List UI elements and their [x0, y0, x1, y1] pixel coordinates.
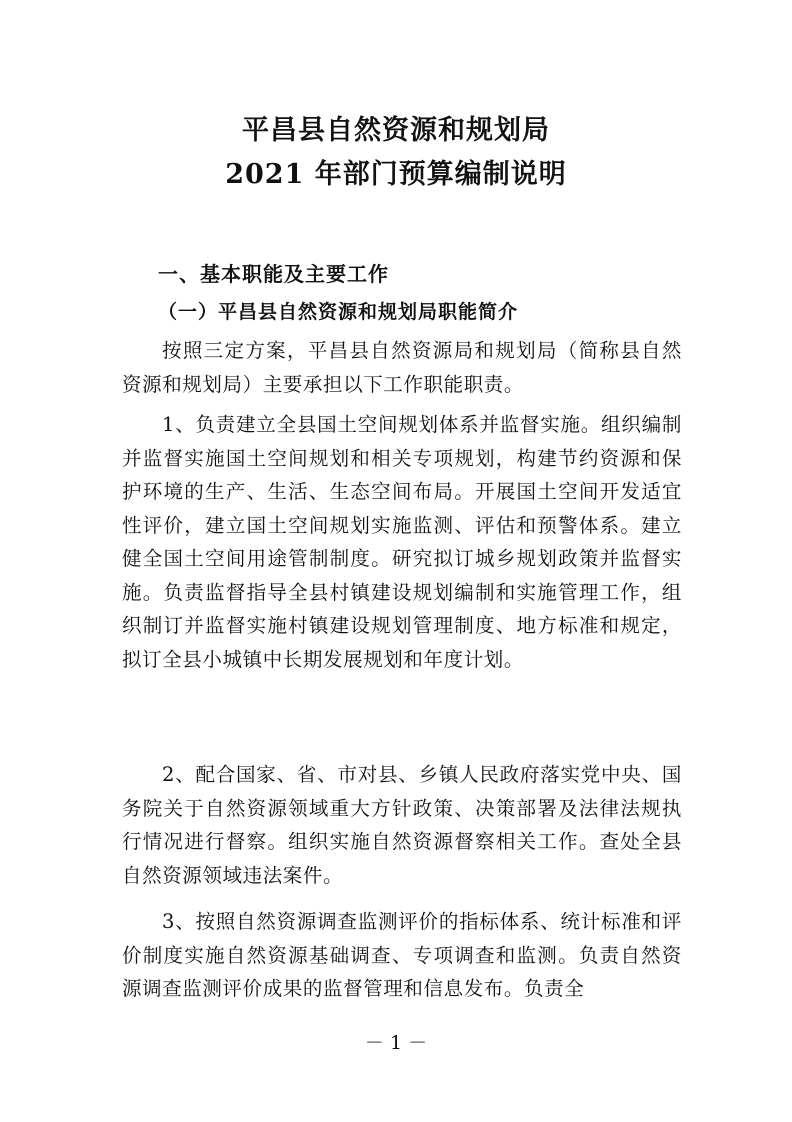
duty-item-2: 2、配合国家、省、市对县、乡镇人民政府落实党中央、国务院关于自然资源领域重大方针政策、决策部署及法律法规执行情况进行督察。组织实施自然资源督察相关工作。查处全县自然资源领域违法案件。 [122, 763, 682, 887]
page-number: － 1 － [364, 1032, 428, 1054]
document-title-line1: 平昌县自然资源和规划局 [242, 115, 550, 146]
subsection-heading: （一）平昌县自然资源和规划局职能简介 [158, 301, 519, 323]
section-heading: 一、基本职能及主要工作 [158, 262, 389, 286]
duty-item-1: 1、负责建立全县国土空间规划体系并监督实施。组织编制并监督实施国土空间规划和相关专项规划，构建节约资源和保护环境的生产、生活、生态空间布局。开展国土空间开发适宜性评价，建立国土空间规划实施监测、评估和预警体系。建立健全国土空间用途管制制度。研究拟订城乡规划政策并监督实施。负责监督指导全县村镇建设规划编制和实施管理工作，组织制订并监督实施村镇建设规划管理制度、地方标准和规定，拟订全县小城镇中长期发展规划和年度计划。 [122, 413, 682, 671]
document-title-line2: 2021 年部门预算编制说明 [225, 159, 567, 190]
intro-paragraph: 按照三定方案，平昌县自然资源局和规划局（简称县自然资源和规划局）主要承担以下工作职能职责。 [122, 339, 682, 396]
duty-item-3: 3、按照自然资源调查监测评价的指标体系、统计标准和评价制度实施自然资源基础调查、专项调查和监测。负责自然资源调查监测评价成果的监督管理和信息发布。负责全 [122, 910, 682, 1000]
